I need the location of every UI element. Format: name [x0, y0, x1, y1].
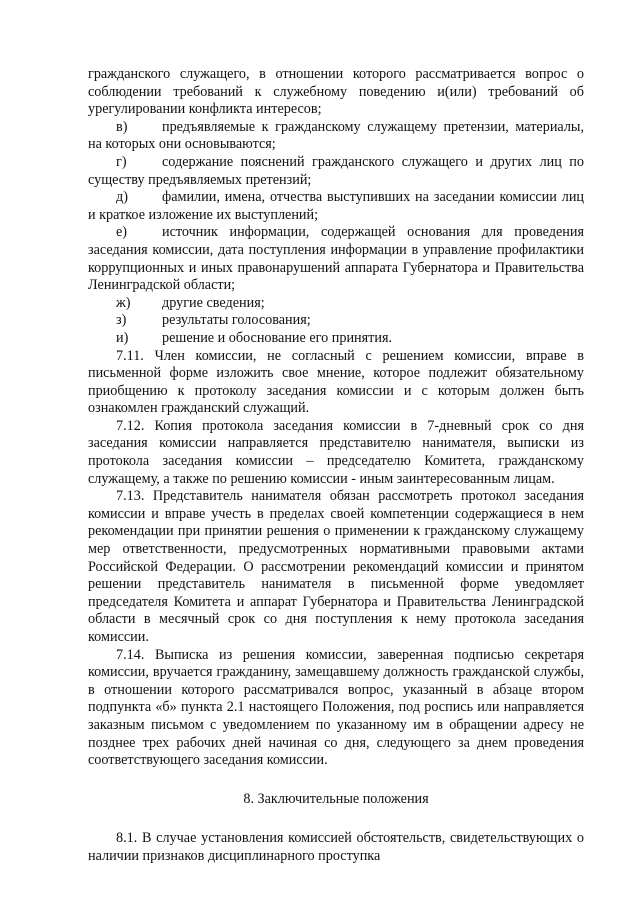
list-item-label: и)	[116, 329, 129, 346]
clause-7-11: 7.11. Член комиссии, не согласный с решением комиссии, вправе в письменной форме изложить свое мнение, которое подлежит обязательному приобщению к протоколу заседания комиссии и с которым должен быть ознакомлен гражданский служащий.	[88, 347, 584, 417]
document-body	[88, 66, 584, 866]
list-item-g	[88, 154, 584, 189]
list-item-e	[88, 224, 584, 294]
list-item-v	[88, 119, 584, 154]
paragraph-continuation: гражданского служащего, в отношении которого рассматривается вопрос о соблюдении требований к служебному поведению и(или) требований об урегулировании конфликта интересов;	[88, 66, 584, 118]
clause-8-1: 8.1. В случае установления комиссией обстоятельств, свидетельствующих о наличии признаков дисциплинарного проступка	[88, 830, 584, 864]
list-item-text: предъявляемые к гражданскому служащему претензии, материалы, на которых они основываются;	[88, 118, 584, 153]
clause-7-13: 7.13. Представитель нанимателя обязан рассмотреть протокол заседания комиссии и вправе учесть в пределах своей компетенции содержащиеся в нем рекомендации при принятии решения о применении к гражданскому служащему мер ответственности, предусмотренных нормативными правовыми актами Российской Федерации. О рассмотрении рекомендаций комиссии и принятом решении представитель нанимателя в письменной форме уведомляет председателя Комитета и аппарат Губернатора и Правительства Ленинградской области в месячный срок со дня поступления к нему протокола заседания комиссии.	[88, 488, 584, 645]
list-item-i	[88, 330, 584, 348]
clause-7-12: 7.12. Копия протокола заседания комиссии в 7-дневный срок со дня заседания комиссии направляется представителю нанимателя, выписки из протокола заседания комиссии – председателю Комитета, гражданскому служащему, а также по решению комиссии - иным заинтересованным лицам.	[88, 417, 584, 487]
section-heading: 8. Заключительные положения	[243, 790, 429, 807]
list-item-text: фамилии, имена, отчества выступивших на заседании комиссии лиц и краткое изложение их выступлений;	[88, 189, 584, 223]
list-item-text: другие сведения;	[162, 294, 265, 311]
list-item-text: решение и обоснование его принятия.	[162, 329, 393, 346]
list-item-label: з)	[116, 312, 127, 329]
list-item-d	[88, 189, 584, 224]
list-item-text: содержание пояснений гражданского служащего и других лиц по существу предъявляемых претензий;	[88, 153, 584, 188]
clause-7-14: 7.14. Выписка из решения комиссии, заверенная подписью секретаря комиссии, вручается гражданину, замещавшему должность гражданской службы, в отношении которого рассматривался вопрос, указанный в абзаце втором подпункта «б» пункта 2.1 настоящего Положения, под роспись или направляется заказным письмом с уведомлением по указанному им в обращении адресу не позднее трех рабочих дней начиная со дня, следующего за днем проведения соответствующего заседания комиссии.	[88, 646, 584, 769]
list-item-label: в)	[116, 118, 128, 135]
list-item-label: е)	[116, 224, 128, 241]
list-item-label: д)	[116, 189, 128, 206]
list-item-text: источник информации, содержащей основания для проведения заседания комиссии, дата поступления информации в управление профилактики коррупционных и иных правонарушений аппарата Губернатора и Правительства Ленинградской области;	[88, 224, 584, 294]
list-item-label: ж)	[116, 294, 131, 311]
list-item-z	[88, 312, 584, 330]
list-item-zh	[88, 295, 584, 313]
list-item-text: результаты голосования;	[162, 312, 311, 329]
list-item-label: г)	[116, 153, 127, 170]
